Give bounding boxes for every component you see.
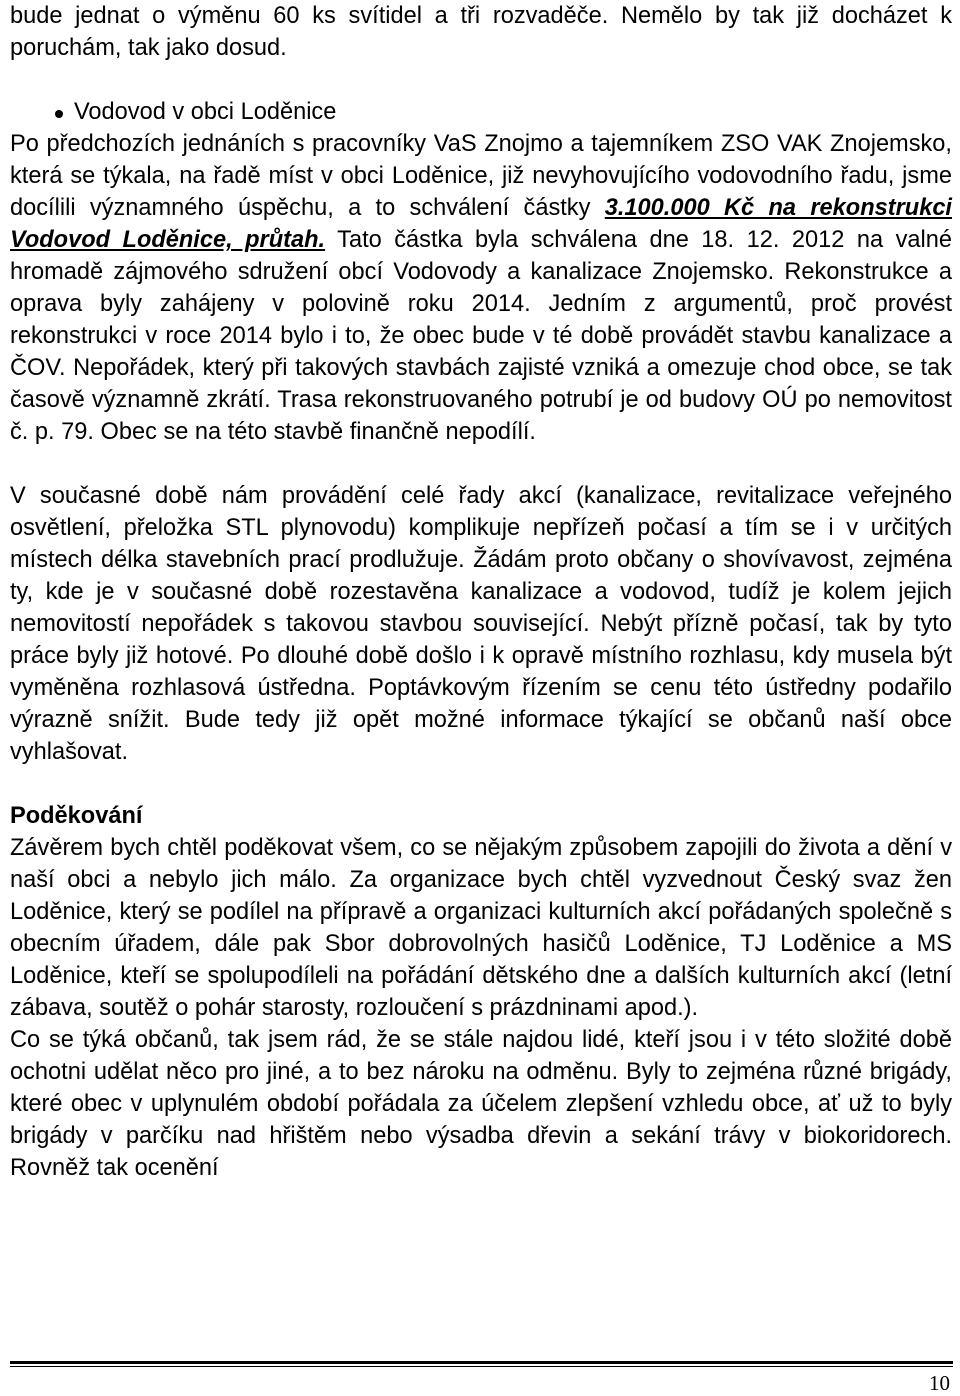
water-text-before: Po předchozích jednáních s pracovníky VaS Znojmo a tajemníkem ZSO VAK Znojemsko, která se týkala, na řadě míst v obci Loděnice, již nevyhovujícího vodovodního řadu, jsme docílili významného úspěchu, a to schválení částky bbox=[10, 131, 952, 221]
page-number: 10 bbox=[929, 1371, 950, 1395]
thanks-heading: Poděkování bbox=[10, 803, 143, 829]
footer-divider bbox=[10, 1361, 953, 1364]
bullet-dot-icon bbox=[55, 110, 63, 118]
water-section bbox=[10, 96, 952, 448]
water-paragraph bbox=[10, 128, 952, 448]
weather-paragraph: V současné době nám provádění celé řady akcí (kanalizace, revitalizace veřejného osvětlení, přeložka STL plynovodu) komplikuje nepřízeň počasí a tím se i v určitých místech délka stavebních prací prodlužuje. Žádám proto občany o shovívavost, zejména ty, kde je v současné době rozestavěna kanalizace a vodovod, tudíž je kolem jejich nemovitostí nepořádek s takovou stavbou související. Nebýt přízně počasí, tak by tyto práce byly již hotové. Po dlouhé době došlo i k opravě místního rozhlasu, kdy musela být vyměněna rozhlasová ústředna. Poptávkovým řízením se cenu této ústředny podařilo výrazně snížit. Bude tedy již opět možné informace týkající se občanů naší obce vyhlašovat. bbox=[10, 483, 952, 765]
document-page bbox=[10, 0, 952, 1184]
intro-paragraph: bude jednat o výměnu 60 ks svítidel a tři rozvaděče. Nemělo by tak již docházet k poruchám, tak jako dosud. bbox=[10, 3, 952, 61]
thanks-paragraph-2: Co se týká občanů, tak jsem rád, že se stále najdou lidé, kteří jsou i v této složité době ochotni udělat něco pro jiné, a to bez nároku na odměnu. Byly to zejména různé brigády, které obec v uplynulém období pořádala za účelem zlepšení vzhledu obce, ať už to byly brigády v parčíku nad hřištěm nebo výsadba dřevin a sekání trávy v biokoridorech. Rovněž tak ocenění bbox=[10, 1027, 952, 1181]
thanks-paragraph-1: Závěrem bych chtěl poděkovat všem, co se nějakým způsobem zapojili do života a dění v naší obci a nebylo jich málo. Za organizace bych chtěl vyzvednout Český svaz žen Loděnice, který se podílel na přípravě a organizaci kulturních akcí pořádaných společně s obecním úřadem, dále pak Sbor dobrovolných hasičů Loděnice, TJ Loděnice a MS Loděnice, kteří se spolupodíleli na pořádání dětského dne a dalších kulturních akcí (letní zábava, soutěž o pohár starosty, rozloučení s prázdninami apod.). bbox=[10, 835, 952, 1021]
bullet-item-water bbox=[10, 96, 952, 128]
water-text-after: Tato částka byla schválena dne 18. 12. 2012 na valné hromadě zájmového sdružení obcí Vodovody a kanalizace Znojemsko. Rekonstrukce a oprava byly zahájeny v polovině roku 2014. Jedním z argumentů, proč provést rekonstrukci v roce 2014 bylo i to, že obec bude v té době provádět stavbu kanalizace a ČOV. Nepořádek, který při takových stavbách zajisté vzniká a omezuje chod obce, se tak časově významně zkrátí. Trasa rekonstruovaného potrubí je od budovy OÚ po nemovitost č. p. 79. Obec se na této stavbě finančně nepodílí. bbox=[10, 227, 952, 445]
bullet-title: Vodovod v obci Loděnice bbox=[74, 99, 337, 125]
footer-divider-thin bbox=[10, 1366, 953, 1367]
water-highlight-amount: 3.100.000 Kč na rekonstrukci Vodovod Loděnice, průtah. bbox=[10, 195, 952, 253]
